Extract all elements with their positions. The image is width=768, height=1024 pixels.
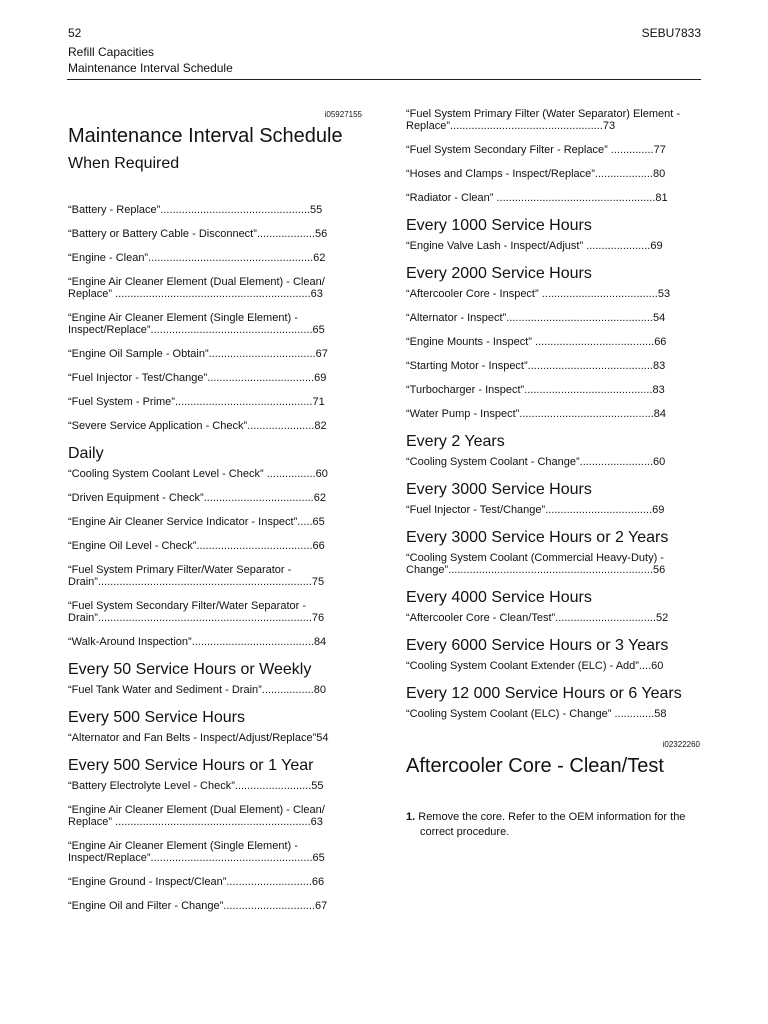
page-number: 52 [68, 26, 82, 40]
step-text: Remove the core. Refer to the OEM information for the correct procedure. [418, 811, 686, 838]
schedule-entry[interactable]: “Aftercooler Core - Inspect” ......................................53 [406, 288, 671, 300]
schedule-entry[interactable]: “Engine Air Cleaner Element (Dual Element) - Clean/ Replace” ................................................................63 [68, 804, 325, 828]
schedule-entry[interactable]: “Hoses and Clamps - Inspect/Replace”...................80 [406, 168, 666, 180]
schedule-entry[interactable]: “Fuel System Primary Filter (Water Separator) Element - Replace”..................................................73 [406, 108, 681, 132]
interval-heading: When Required [68, 155, 180, 172]
interval-heading: Every 2000 Service Hours [406, 265, 592, 282]
schedule-entry[interactable]: “Fuel Injector - Test/Change”...................................69 [406, 504, 665, 516]
left-column [68, 100, 362, 924]
header-divider [67, 79, 701, 80]
schedule-entry[interactable]: “Engine Oil Sample - Obtain”...................................67 [68, 348, 328, 360]
schedule-entry[interactable]: “Alternator and Fan Belts - Inspect/Adjust/Replace”54 [68, 732, 329, 744]
schedule-entry[interactable]: “Driven Equipment - Check”....................................62 [68, 492, 326, 504]
schedule-entry[interactable]: “Engine Valve Lash - Inspect/Adjust” .....................69 [406, 240, 663, 252]
interval-heading: Every 3000 Service Hours [406, 481, 592, 498]
schedule-entry[interactable]: “Engine Ground - Inspect/Clean”............................66 [68, 876, 325, 888]
interval-heading: Every 500 Service Hours or 1 Year [68, 757, 314, 774]
schedule-entry[interactable]: “Fuel System - Prime”.............................................71 [68, 396, 325, 408]
schedule-entry[interactable]: “Cooling System Coolant - Change”........................60 [406, 456, 666, 468]
schedule-entry[interactable]: “Engine Mounts - Inspect” .......................................66 [406, 336, 667, 348]
schedule-entry[interactable]: “Engine Air Cleaner Service Indicator - Inspect”.....65 [68, 516, 325, 528]
section-title: Maintenance Interval Schedule [68, 125, 343, 147]
interval-heading: Every 4000 Service Hours [406, 589, 592, 606]
schedule-entry[interactable]: “Fuel Injector - Test/Change”...................................69 [68, 372, 327, 384]
schedule-entry[interactable]: “Battery or Battery Cable - Disconnect”...................56 [68, 228, 328, 240]
schedule-entry[interactable]: “Aftercooler Core - Clean/Test”.................................52 [406, 612, 669, 624]
schedule-entry[interactable]: “Turbocharger - Inspect”..........................................83 [406, 384, 665, 396]
schedule-entry[interactable]: “Fuel Tank Water and Sediment - Drain”.................80 [68, 684, 326, 696]
reference-id: i02322260 [662, 740, 700, 749]
schedule-entry[interactable]: “Fuel System Secondary Filter/Water Separator - Drain”......................................................................76 [68, 600, 325, 624]
section-title: Aftercooler Core - Clean/Test [406, 755, 664, 777]
schedule-entry[interactable]: “Engine Oil and Filter - Change”..............................67 [68, 900, 328, 912]
interval-heading: Every 500 Service Hours [68, 709, 245, 726]
schedule-entry[interactable]: “Engine Air Cleaner Element (Single Element) - Inspect/Replace”.....................................................65 [68, 840, 325, 864]
schedule-entry[interactable]: “Cooling System Coolant (Commercial Heavy-Duty) - Change”...................................................................56 [406, 552, 666, 576]
procedure-step [406, 810, 700, 840]
schedule-entry[interactable]: “Cooling System Coolant (ELC) - Change” .............58 [406, 708, 667, 720]
interval-heading: Every 3000 Service Hours or 2 Years [406, 529, 669, 546]
schedule-entry[interactable]: “Fuel System Secondary Filter - Replace” ..............77 [406, 144, 666, 156]
schedule-entry[interactable]: “Cooling System Coolant Level - Check” ................60 [68, 468, 328, 480]
schedule-entry[interactable]: “Alternator - Inspect”................................................54 [406, 312, 666, 324]
schedule-entry[interactable]: “Severe Service Application - Check”......................82 [68, 420, 327, 432]
schedule-entry[interactable]: “Engine - Clean”......................................................62 [68, 252, 326, 264]
schedule-entry[interactable]: “Radiator - Clean” ....................................................81 [406, 192, 668, 204]
schedule-entry[interactable]: “Walk-Around Inspection”........................................84 [68, 636, 327, 648]
document-id: SEBU7833 [641, 26, 701, 40]
schedule-entry[interactable]: “Starting Motor - Inspect”.........................................83 [406, 360, 666, 372]
interval-heading: Every 1000 Service Hours [406, 217, 592, 234]
reference-id: i05927155 [324, 110, 362, 119]
interval-heading: Every 6000 Service Hours or 3 Years [406, 637, 669, 654]
schedule-entry[interactable]: “Battery - Replace”.................................................55 [68, 204, 323, 216]
header-subtitle-refill: Refill Capacities [68, 45, 155, 59]
schedule-entry[interactable]: “Cooling System Coolant Extender (ELC) - Add”....60 [406, 660, 664, 672]
interval-heading: Every 50 Service Hours or Weekly [68, 661, 312, 678]
schedule-entry[interactable]: “Engine Air Cleaner Element (Single Element) - Inspect/Replace”.....................................................65 [68, 312, 325, 336]
schedule-entry[interactable]: “Engine Oil Level - Check”......................................66 [68, 540, 325, 552]
schedule-entry[interactable]: “Battery Electrolyte Level - Check”.........................55 [68, 780, 324, 792]
interval-heading: Daily [68, 445, 104, 462]
right-column [406, 100, 700, 840]
schedule-entry[interactable]: “Fuel System Primary Filter/Water Separator - Drain”......................................................................75 [68, 564, 325, 588]
step-number: 1. [406, 811, 416, 823]
schedule-entry[interactable]: “Water Pump - Inspect”............................................84 [406, 408, 666, 420]
header-subtitle-schedule: Maintenance Interval Schedule [68, 61, 233, 75]
interval-heading: Every 2 Years [406, 433, 505, 450]
interval-heading: Every 12 000 Service Hours or 6 Years [406, 685, 682, 702]
schedule-entry[interactable]: “Engine Air Cleaner Element (Dual Element) - Clean/ Replace” ................................................................63 [68, 276, 325, 300]
